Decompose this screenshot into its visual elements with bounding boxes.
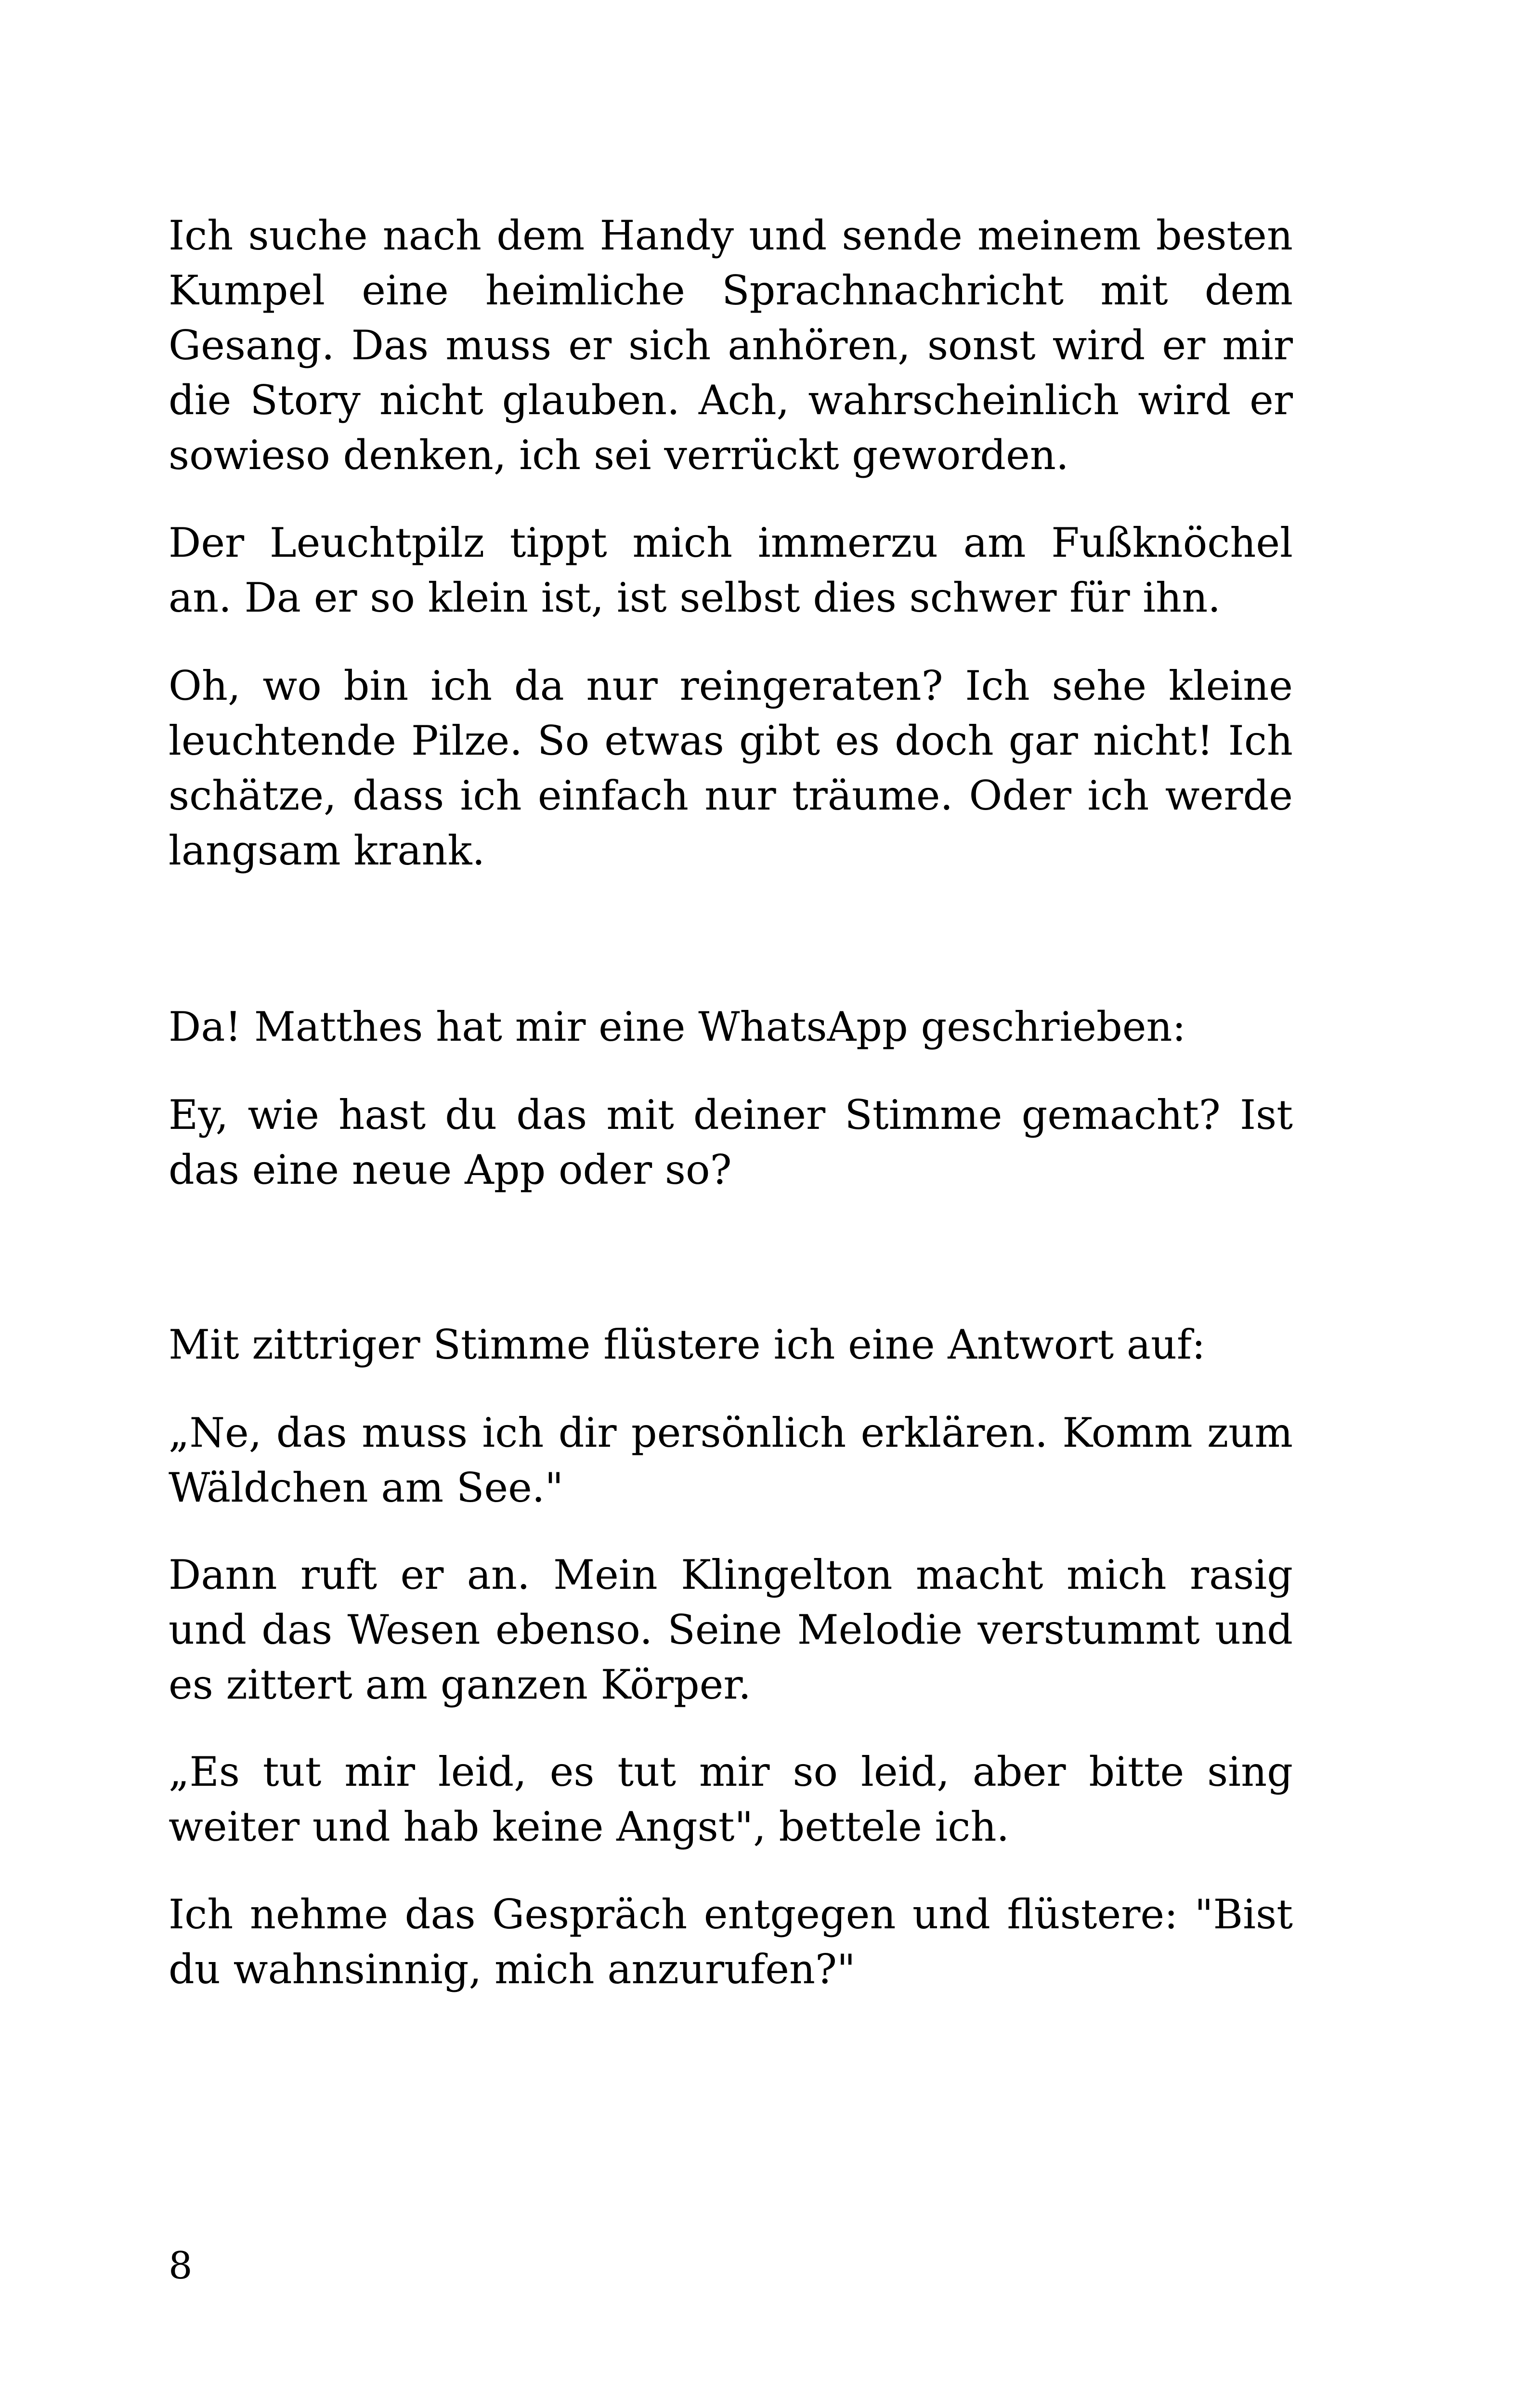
paragraph-antwort-quote: „Ne, das muss ich dir persönlich erklären. Komm zum Wäldchen am See." [169, 1409, 1293, 1511]
paragraph-anruf: Dann ruft er an. Mein Klingelton macht mich rasig und das Wesen ebenso. Seine Melodie verstummt und es zittert am ganzen Körper. [169, 1551, 1293, 1708]
paragraph-whatsapp-message: Ey, wie hast du das mit deiner Stimme gemacht? Ist das eine neue App oder so? [169, 1091, 1293, 1193]
page-number: 8 [169, 2244, 193, 2288]
paragraph-antwort-intro: Mit zittriger Stimme flüstere ich eine Antwort auf: [169, 1321, 1206, 1368]
paragraph-handy-sprachnachricht: Ich suche nach dem Handy und sende meinem besten Kumpel eine heimliche Sprachnachricht mit dem Gesang. Das muss er sich anhören, sonst wird er mir die Story nicht glauben. Ach, wahrscheinlich wird er sowieso denken, ich sei verrückt geworden. [169, 212, 1293, 479]
paragraph-gespraech: Ich nehme das Gespräch entgegen und flüstere: "Bist du wahnsinnig, mich anzurufen?" [169, 1891, 1293, 1993]
paragraph-reingeraten: Oh, wo bin ich da nur reingeraten? Ich sehe kleine leuchtende Pilze. So etwas gibt es doch gar nicht! Ich schätze, dass ich einfach nur träume. Oder ich werde langsam krank. [169, 662, 1293, 874]
paragraph-leuchtpilz-tippt: Der Leuchtpilz tippt mich immerzu am Fußknöchel an. Da er so klein ist, ist selbst dies schwer für ihn. [169, 519, 1293, 621]
paragraph-whatsapp-intro: Da! Matthes hat mir eine WhatsApp geschrieben: [169, 1003, 1186, 1050]
paragraph-entschuldigung: „Es tut mir leid, es tut mir so leid, aber bitte sing weiter und hab keine Angst", bettele ich. [169, 1748, 1293, 1850]
